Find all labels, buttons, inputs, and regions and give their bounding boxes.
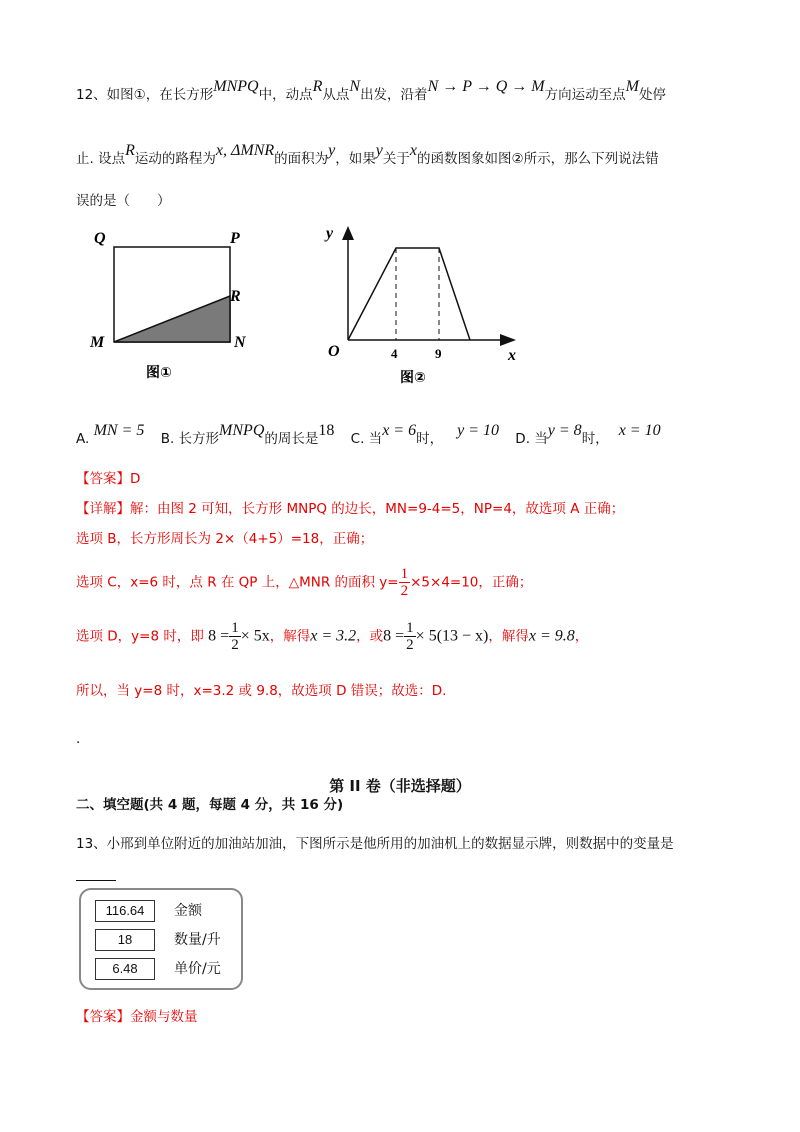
caption-fig2: 图② [400, 370, 426, 386]
quantity-label: 数量/升 [174, 932, 221, 948]
math-eq: x = 3.2 [310, 627, 357, 645]
option-a-math: MN = 5 [93, 422, 145, 439]
option-b-text: 的周长是 [264, 431, 319, 447]
option-c-label: C. 当 [350, 431, 383, 447]
q12-text: 的函数图象如图②所示，那么下列说法错 [416, 151, 659, 167]
math-var: y [375, 142, 383, 159]
q13-answer-blank[interactable] [76, 866, 116, 885]
fraction-half [404, 620, 416, 653]
answer-value: 金额与数量 [130, 1009, 198, 1025]
q12-text: ，如果 [335, 151, 376, 167]
option-c-math2: y = 10 [457, 422, 499, 439]
option-d-math2: x = 10 [618, 422, 661, 439]
answer-value: D [130, 471, 141, 487]
q12-text: 处停 [638, 87, 666, 103]
q12-text: 止. 设点 [76, 151, 126, 167]
fuel-display-panel [79, 888, 243, 990]
q12-line1 [76, 78, 666, 104]
label-r: R [230, 288, 241, 305]
option-d-label: D. 当 [515, 431, 548, 447]
label-y: y [326, 225, 334, 242]
math-var: R [312, 78, 323, 95]
q12-answer [76, 470, 140, 488]
q12-options [76, 422, 661, 448]
frac-den: 2 [400, 583, 409, 599]
math-var: R [125, 142, 135, 159]
math-var: x, ΔMNR [215, 142, 275, 159]
detail-tag: 【详解】 [76, 501, 130, 517]
detail-text: ， [574, 628, 589, 645]
label-p: P [230, 230, 240, 247]
math-eq: 8 = [383, 627, 405, 645]
math-var: M [625, 78, 639, 95]
math-var: x [409, 142, 417, 159]
caption-fig1: 图① [146, 365, 172, 381]
fraction-half [229, 620, 241, 653]
triangle-mnr [114, 296, 230, 342]
label-q: Q [94, 230, 106, 247]
frac-den: 2 [231, 637, 239, 653]
answer-tag: 【答案】 [76, 1009, 130, 1025]
math-eq: × 5x [240, 627, 270, 645]
option-b-math: MNPQ [219, 422, 265, 439]
amount-value-box: 116.64 [95, 900, 155, 922]
q12-text: 关于 [382, 151, 410, 167]
option-a-label: A. [76, 431, 90, 447]
q12-text: 出发，沿着 [360, 87, 428, 103]
q13-answer [76, 1008, 198, 1026]
math-path: N → P → Q → M [427, 78, 545, 95]
fraction-half [399, 566, 411, 599]
option-d-text: 时， [581, 431, 609, 447]
frac-num: 1 [231, 620, 239, 636]
frac-num: 1 [400, 566, 409, 582]
tick-4: 4 [391, 346, 398, 361]
label-n: N [234, 334, 246, 351]
q12-detail-5: 所以，当 y=8 时，x=3.2 或 9.8，故选项 D 错误；故选：D. [76, 683, 447, 699]
math-eq: × 5(13 − x) [415, 627, 489, 645]
detail-text: ，解得 [488, 628, 529, 645]
section-subtitle: 二、填空题(共 4 题，每题 4 分，共 16 分) [76, 797, 344, 813]
label-m: M [90, 334, 105, 351]
tick-9: 9 [435, 346, 442, 361]
detail-text: ，解得 [269, 628, 311, 645]
q12-text: 中，动点 [258, 87, 313, 103]
detail-text: 选项 C，x=6 时，点 R 在 QP 上，△MNR 的面积 y= [76, 574, 399, 591]
figure-1-rectangle [88, 225, 258, 390]
q12-line2 [76, 142, 659, 168]
q12-text: 从点 [322, 87, 350, 103]
q13-text: 13、小邢到单位附近的加油站加油，下图所示是他所用的加油机上的数据显示牌，则数据中的变量是 [76, 836, 674, 852]
math-rect-name: MNPQ [213, 78, 259, 95]
label-x: x [508, 347, 516, 364]
option-b-label: B. 长方形 [160, 431, 220, 447]
y-axis-arrow [342, 226, 354, 240]
section-title: 第 II 卷（非选择题） [329, 777, 471, 795]
detail-text: ，或 [356, 628, 384, 645]
function-graph [348, 248, 470, 340]
option-c-text: 时， [416, 431, 444, 447]
frac-den: 2 [406, 637, 414, 653]
math-var: N [349, 78, 361, 95]
math-var: y [328, 142, 336, 159]
option-b-math2: 18 [318, 422, 335, 439]
label-origin: O [328, 343, 340, 360]
q12-text: 方向运动至点 [544, 87, 626, 103]
q12-text: 运动的路程为 [134, 151, 216, 167]
q12-line3: 误的是（ ） [76, 193, 171, 209]
q12-detail-4 [76, 620, 588, 653]
q12-text: 12、如图①，在长方形 [76, 87, 214, 103]
q12-detail-3 [76, 566, 532, 599]
quantity-value-box: 18 [95, 929, 155, 951]
answer-tag: 【答案】 [76, 471, 130, 487]
detail-text: ×5×4=10，正确； [410, 574, 533, 591]
q12-text: 的面积为 [274, 151, 329, 167]
math-eq: x = 9.8 [528, 627, 575, 645]
math-eq: 8 = [208, 627, 230, 645]
detail-text: 解：由图 2 可知，长方形 MNPQ 的边长，MN=9-4=5，NP=4，故选项 A 正确； [130, 501, 625, 517]
unit-price-label: 单价/元 [174, 961, 221, 977]
stray-dot: . [76, 731, 81, 747]
option-d-math: y = 8 [547, 422, 582, 439]
x-axis-arrow [500, 334, 516, 346]
frac-num: 1 [406, 620, 414, 636]
detail-text: 选项 D，y=8 时，即 [76, 628, 204, 645]
amount-label: 金额 [174, 903, 202, 919]
q12-detail-2: 选项 B，长方形周长为 2×（4+5）=18，正确； [76, 531, 374, 547]
unit-price-value-box: 6.48 [95, 958, 155, 980]
option-c-math: x = 6 [382, 422, 417, 439]
figure-2-graph [318, 222, 528, 394]
q12-detail-1 [76, 500, 624, 518]
